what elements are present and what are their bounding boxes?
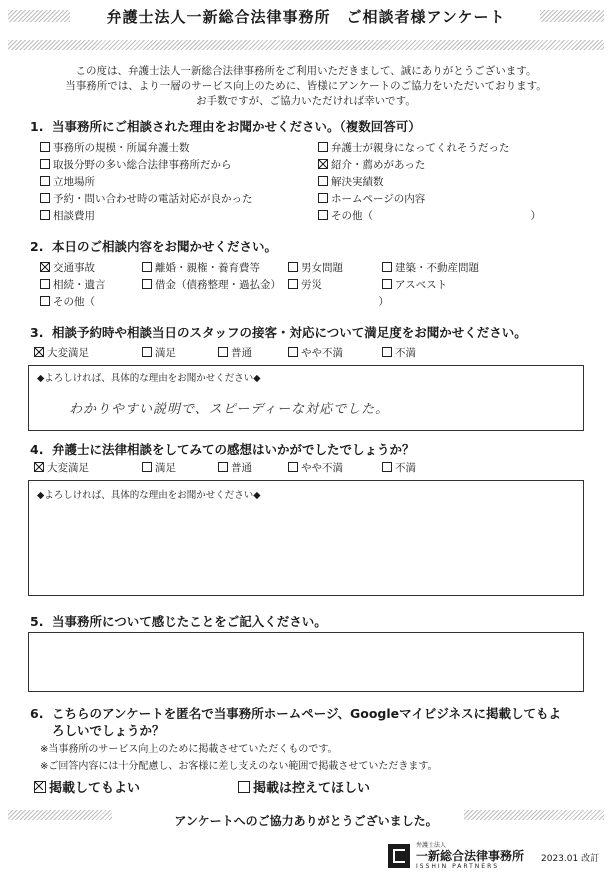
logo-mark-icon <box>388 844 410 868</box>
q1-option[interactable]: 紹介・薦めがあった <box>318 157 425 172</box>
q2-option[interactable]: 労災 <box>288 277 322 292</box>
q3-option[interactable]: やや不満 <box>288 345 343 360</box>
q2-number: 2. <box>30 239 44 254</box>
checkbox-icon[interactable] <box>382 279 392 289</box>
checkbox-icon[interactable] <box>142 279 152 289</box>
checkbox-icon[interactable] <box>382 462 392 472</box>
checkbox-icon[interactable] <box>142 462 152 472</box>
checked-checkbox-icon[interactable] <box>34 462 44 472</box>
checkbox-icon[interactable] <box>40 159 50 169</box>
q1-heading <box>30 117 421 135</box>
q3-option[interactable]: 満足 <box>142 345 176 360</box>
q6-option[interactable]: 掲載は控えてほしい <box>238 777 370 796</box>
checkbox-icon[interactable] <box>288 279 298 289</box>
q1-option[interactable]: 相談費用 <box>40 208 95 223</box>
q3-reason-label: ◆よろしければ、具体的な理由をお聞かせください◆ <box>37 373 261 384</box>
q5-number: 5. <box>30 614 44 629</box>
checkbox-icon[interactable] <box>382 262 392 272</box>
checked-checkbox-icon[interactable] <box>318 159 328 169</box>
q1-option[interactable]: 取扱分野の多い総合法律事務所だから <box>40 157 232 172</box>
checkbox-icon[interactable] <box>318 193 328 203</box>
checked-checkbox-icon[interactable] <box>40 262 50 272</box>
q4-option[interactable]: 普通 <box>218 460 252 475</box>
checkbox-icon[interactable] <box>142 262 152 272</box>
checkbox-icon[interactable] <box>288 462 298 472</box>
q4-option[interactable]: やや不満 <box>288 460 343 475</box>
q2-option[interactable]: 借金（債務整理・過払金） <box>142 277 281 292</box>
q6-text-line-1: こちらのアンケートを匿名で当事務所ホームページ、Googleマイビジネスに掲載してもよ <box>52 706 562 721</box>
q5-heading <box>30 612 327 630</box>
checkbox-icon[interactable] <box>218 347 228 357</box>
checkbox-icon[interactable] <box>318 210 328 220</box>
logo-english-text: ISSHIN PARTNERS <box>416 863 500 870</box>
thanks-message: アンケートへのご協力ありがとうございました。 <box>174 814 438 828</box>
checkbox-icon[interactable] <box>382 347 392 357</box>
q1-option[interactable]: 事務所の規模・所属弁護士数 <box>40 140 190 155</box>
q2-text: 本日のご相談内容をお聞かせください。 <box>52 239 278 254</box>
q1-option[interactable]: 弁護士が親身になってくれそうだった <box>318 140 510 155</box>
header-divider <box>8 40 604 50</box>
logo-main-text: 一新総合法律事務所 <box>416 849 525 863</box>
q2-option[interactable]: 男女問題 <box>288 260 343 275</box>
intro-line-2: 当事務所では、より一層のサービス向上のために、皆様にアンケートのご協力をいただいております。 <box>65 80 547 92</box>
q4-option[interactable]: 大変満足 <box>34 460 89 475</box>
q4-option[interactable]: 不満 <box>382 460 416 475</box>
q4-heading <box>30 440 415 458</box>
checkbox-icon[interactable] <box>238 781 250 793</box>
q3-heading <box>30 323 527 341</box>
revision-date: 2023.01 改訂 <box>541 854 600 864</box>
q1-option[interactable]: 立地場所 <box>40 174 95 189</box>
q6-heading-line-2: ろしいでしょうか？ <box>52 723 165 738</box>
q4-reason-label: ◆よろしければ、具体的な理由をお聞かせください◆ <box>37 490 261 501</box>
q6-note-2: ※ご回答内容には十分配慮し、お客様に差し支えのない範囲で掲載させていただきます。 <box>40 761 438 772</box>
q6-heading-line-1 <box>30 704 561 722</box>
checkbox-icon[interactable] <box>40 142 50 152</box>
checked-checkbox-icon[interactable] <box>34 781 46 793</box>
q1-text: 当事務所にご相談された理由をお聞かせください。（複数回答可） <box>52 119 421 134</box>
logo-small-text: 弁護士法人 <box>416 842 447 849</box>
q3-option[interactable]: 不満 <box>382 345 416 360</box>
q2-option[interactable]: その他（ ） <box>40 294 389 309</box>
q3-reason-box[interactable] <box>28 365 584 431</box>
intro-line-1: この度は、弁護士法人一新総合法律事務所をご利用いただきまして、誠にありがとうございます。 <box>75 65 537 77</box>
q4-reason-box[interactable] <box>28 480 584 596</box>
q2-option[interactable]: 相続・遺言 <box>40 277 106 292</box>
checked-checkbox-icon[interactable] <box>34 347 44 357</box>
q3-option[interactable]: 普通 <box>218 345 252 360</box>
checkbox-icon[interactable] <box>288 347 298 357</box>
q4-option[interactable]: 満足 <box>142 460 176 475</box>
q2-option[interactable]: 建築・不動産問題 <box>382 260 479 275</box>
checkbox-icon[interactable] <box>40 296 50 306</box>
q1-option[interactable]: ホームページの内容 <box>318 191 425 206</box>
q2-option[interactable]: 交通事故 <box>40 260 95 275</box>
q4-number: 4. <box>30 442 44 457</box>
q5-text: 当事務所について感じたことをご記入ください。 <box>52 614 327 629</box>
checkbox-icon[interactable] <box>218 462 228 472</box>
q4-text: 弁護士に法律相談をしてみての感想はいかがでしたでしょうか？ <box>52 442 415 457</box>
q6-note-1: ※当事務所のサービス向上のために掲載させていただくものです。 <box>40 744 338 755</box>
q1-option[interactable]: 予約・問い合わせ時の電話対応が良かった <box>40 191 253 206</box>
intro-line-3: お手数ですが、ご協力いただければ幸いです。 <box>196 95 416 107</box>
q2-option[interactable]: アスベスト <box>382 277 447 292</box>
q3-option[interactable]: 大変満足 <box>34 345 89 360</box>
q2-option[interactable]: 離婚・親権・養育費等 <box>142 260 260 275</box>
checkbox-icon[interactable] <box>288 262 298 272</box>
company-logo <box>388 840 538 876</box>
q6-number: 6. <box>30 706 44 721</box>
q2-heading <box>30 237 277 255</box>
checkbox-icon[interactable] <box>40 210 50 220</box>
q1-number: 1. <box>30 119 44 134</box>
q1-option[interactable]: その他（ ） <box>318 208 541 223</box>
checkbox-icon[interactable] <box>40 176 50 186</box>
q3-text: 相談予約時や相談当日のスタッフの接客・対応について満足度をお聞かせください。 <box>52 325 527 340</box>
q3-number: 3. <box>30 325 44 340</box>
q1-option[interactable]: 解決実績数 <box>318 174 384 189</box>
checkbox-icon[interactable] <box>318 142 328 152</box>
q3-handwritten-answer: わかりやすい説明で、スピーディーな対応でした。 <box>69 402 390 417</box>
checkbox-icon[interactable] <box>40 193 50 203</box>
checkbox-icon[interactable] <box>142 347 152 357</box>
checkbox-icon[interactable] <box>40 279 50 289</box>
checkbox-icon[interactable] <box>318 176 328 186</box>
page-title: 弁護士法人一新総合法律事務所 ご相談者様アンケート <box>106 8 506 26</box>
q5-answer-box[interactable] <box>28 632 584 692</box>
q6-option[interactable]: 掲載してもよい <box>34 777 140 796</box>
